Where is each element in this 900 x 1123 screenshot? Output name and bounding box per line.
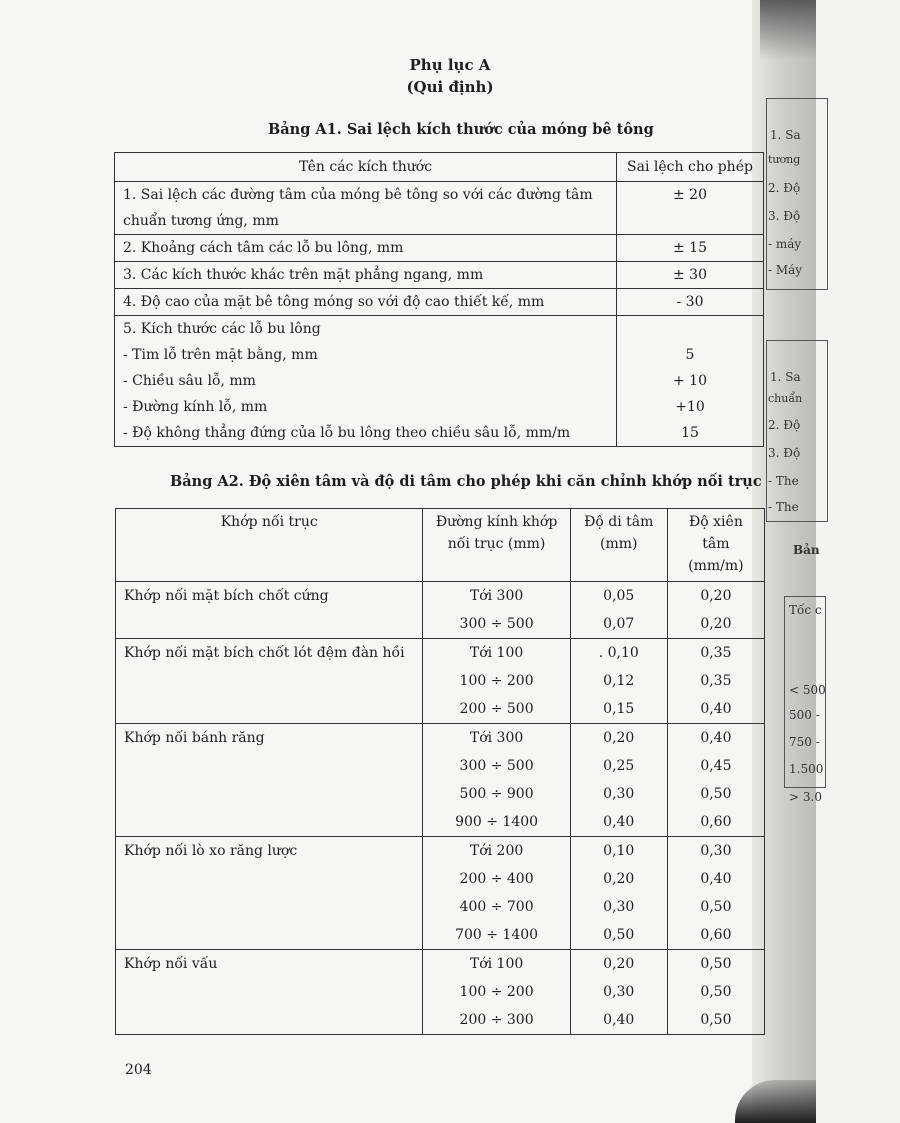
row-value: ± 20: [617, 182, 764, 235]
angular-value: 0,20: [700, 588, 732, 604]
angular-cell: [667, 582, 764, 639]
frag-text: 3. Độ: [768, 209, 801, 223]
table-a1: [114, 152, 764, 447]
frag-text: 1. Sa: [770, 370, 801, 384]
column-header: (mm): [600, 536, 638, 552]
column-header: (mm/m): [688, 558, 744, 574]
coupling-type: Khớp nối bánh răng: [116, 724, 423, 837]
row-value: + 10: [673, 373, 707, 389]
frag-text: > 3.0: [789, 790, 822, 804]
table-row: [115, 182, 764, 235]
table-a2: [115, 508, 765, 1035]
angular-cell: [667, 724, 764, 837]
appendix-title: Phụ lục A: [409, 56, 491, 74]
diameter-cell: [423, 724, 570, 837]
table-row: [115, 316, 764, 447]
offset-value: . 0,10: [598, 645, 639, 661]
coupling-type: Khớp nối vấu: [116, 950, 423, 1035]
offset-value: 0,05: [603, 588, 635, 604]
offset-value: 0,25: [603, 758, 635, 774]
angular-value: 0,60: [700, 814, 732, 830]
row-value: +10: [675, 399, 705, 415]
frag-text: 2. Độ: [768, 418, 801, 432]
offset-value: 0,30: [603, 984, 635, 1000]
angular-value: 0,45: [700, 758, 732, 774]
row-label-cont: chuẩn tương ứng, mm: [123, 213, 279, 229]
angular-value: 0,20: [700, 616, 732, 632]
row-label: 2. Khoảng cách tâm các lỗ bu lông, mm: [115, 235, 617, 262]
frag-text: 750 -: [789, 735, 820, 749]
offset-value: 0,20: [603, 871, 635, 887]
frag-text: chuẩn: [768, 392, 803, 405]
diameter-value: 700 ÷ 1400: [455, 927, 539, 943]
row-label: - Đường kính lỗ, mm: [123, 399, 268, 415]
row-value: - 30: [617, 289, 764, 316]
frag-text: - máy: [768, 237, 802, 251]
row-label: 4. Độ cao của mặt bê tông móng so với độ cao thiết kế, mm: [115, 289, 617, 316]
row-value: 5: [685, 347, 695, 363]
frag-text: 2. Độ: [768, 181, 801, 195]
offset-value: 0,10: [603, 843, 635, 859]
angular-value: 0,50: [700, 899, 732, 915]
table-row: [116, 582, 765, 639]
diameter-value: 100 ÷ 200: [459, 984, 534, 1000]
table-header-row: [116, 509, 765, 582]
offset-value: 0,40: [603, 1012, 635, 1028]
diameter-value: Tới 300: [469, 588, 524, 604]
frag-text: Bản: [793, 543, 820, 557]
diameter-value: Tới 100: [469, 645, 524, 661]
coupling-type: Khớp nối lò xo răng lược: [116, 837, 423, 950]
row-label: - Chiều sâu lỗ, mm: [123, 373, 256, 389]
angular-value: 0,50: [700, 786, 732, 802]
column-header: nối trục (mm): [447, 536, 546, 552]
offset-value: 0,12: [603, 673, 635, 689]
offset-value: 0,50: [603, 927, 635, 943]
column-header: Đường kính khớp: [435, 514, 558, 530]
angular-cell: [667, 837, 764, 950]
diameter-cell: [423, 837, 570, 950]
diameter-value: Tới 100: [469, 956, 524, 972]
offset-cell: [570, 582, 667, 639]
diameter-value: 200 ÷ 500: [459, 701, 534, 717]
table-row: [116, 950, 765, 1035]
frag-text: Tốc c: [789, 603, 822, 617]
column-header: Khớp nối trục: [116, 509, 423, 582]
page-shadow: [760, 0, 816, 60]
offset-cell: [570, 837, 667, 950]
column-header: Độ di tâm: [584, 514, 654, 530]
frag-text: - The: [768, 474, 799, 488]
diameter-value: 200 ÷ 300: [459, 1012, 534, 1028]
angular-value: 0,35: [700, 645, 732, 661]
offset-value: 0,20: [603, 730, 635, 746]
row-value: ± 15: [617, 235, 764, 262]
angular-value: 0,50: [700, 1012, 732, 1028]
frag-text: 1. Sa: [770, 128, 801, 142]
diameter-cell: [423, 950, 570, 1035]
frag-text: < 500: [789, 683, 826, 697]
offset-value: 0,30: [603, 786, 635, 802]
table-row: [115, 262, 764, 289]
offset-value: 0,30: [603, 899, 635, 915]
angular-cell: [667, 950, 764, 1035]
offset-value: 0,40: [603, 814, 635, 830]
row-label: 1. Sai lệch các đường tâm của móng bê tông so với các đường tâm: [123, 187, 593, 203]
diameter-value: 300 ÷ 500: [459, 758, 534, 774]
coupling-type: Khớp nối mặt bích chốt lót đệm đàn hồi: [116, 639, 423, 724]
frag-text: - The: [768, 500, 799, 514]
angular-value: 0,35: [700, 673, 732, 689]
diameter-value: 500 ÷ 900: [459, 786, 534, 802]
table-row: [116, 724, 765, 837]
page-number: 204: [125, 1062, 152, 1078]
column-header: Sai lệch cho phép: [617, 153, 764, 182]
table-a2-caption: Bảng A2. Độ xiên tâm và độ di tâm cho phép khi căn chỉnh khớp nối trục: [170, 473, 762, 490]
row-value: ± 30: [617, 262, 764, 289]
offset-value: 0,15: [603, 701, 635, 717]
diameter-cell: [423, 582, 570, 639]
angular-value: 0,50: [700, 984, 732, 1000]
coupling-type: Khớp nối mặt bích chốt cứng: [116, 582, 423, 639]
offset-value: 0,07: [603, 616, 635, 632]
table-row: [115, 235, 764, 262]
table-a1-caption: Bảng A1. Sai lệch kích thước của móng bê tông: [268, 121, 654, 138]
column-header: Độ xiên tâm: [688, 514, 743, 552]
frag-text: - Máy: [768, 263, 803, 277]
table-header-row: [115, 153, 764, 182]
frag-text: 1.500: [789, 762, 824, 776]
diameter-value: 400 ÷ 700: [459, 899, 534, 915]
offset-cell: [570, 950, 667, 1035]
table-row: [116, 639, 765, 724]
angular-value: 0,40: [700, 701, 732, 717]
frag-text: 3. Độ: [768, 446, 801, 460]
angular-cell: [667, 639, 764, 724]
table-row: [116, 837, 765, 950]
offset-value: 0,20: [603, 956, 635, 972]
row-label: - Độ không thẳng đứng của lỗ bu lông theo chiều sâu lỗ, mm/m: [123, 425, 571, 441]
row-value: 15: [681, 425, 699, 441]
angular-value: 0,50: [700, 956, 732, 972]
table-row: [115, 289, 764, 316]
offset-cell: [570, 724, 667, 837]
diameter-value: 300 ÷ 500: [459, 616, 534, 632]
angular-value: 0,40: [700, 730, 732, 746]
frag-text: 500 -: [789, 708, 820, 722]
angular-value: 0,30: [700, 843, 732, 859]
offset-cell: [570, 639, 667, 724]
row-label: 5. Kích thước các lỗ bu lông: [123, 321, 321, 337]
row-label: - Tim lỗ trên mặt bằng, mm: [123, 347, 318, 363]
angular-value: 0,60: [700, 927, 732, 943]
diameter-value: 900 ÷ 1400: [455, 814, 539, 830]
diameter-value: Tới 300: [469, 730, 524, 746]
diameter-value: Tới 200: [469, 843, 524, 859]
diameter-cell: [423, 639, 570, 724]
angular-value: 0,40: [700, 871, 732, 887]
frag-text: tương: [768, 153, 801, 166]
diameter-value: 200 ÷ 400: [459, 871, 534, 887]
column-header: Tên các kích thước: [115, 153, 617, 182]
row-label: 3. Các kích thước khác trên mặt phẳng ngang, mm: [115, 262, 617, 289]
appendix-subtitle: (Qui định): [406, 78, 494, 96]
diameter-value: 100 ÷ 200: [459, 673, 534, 689]
